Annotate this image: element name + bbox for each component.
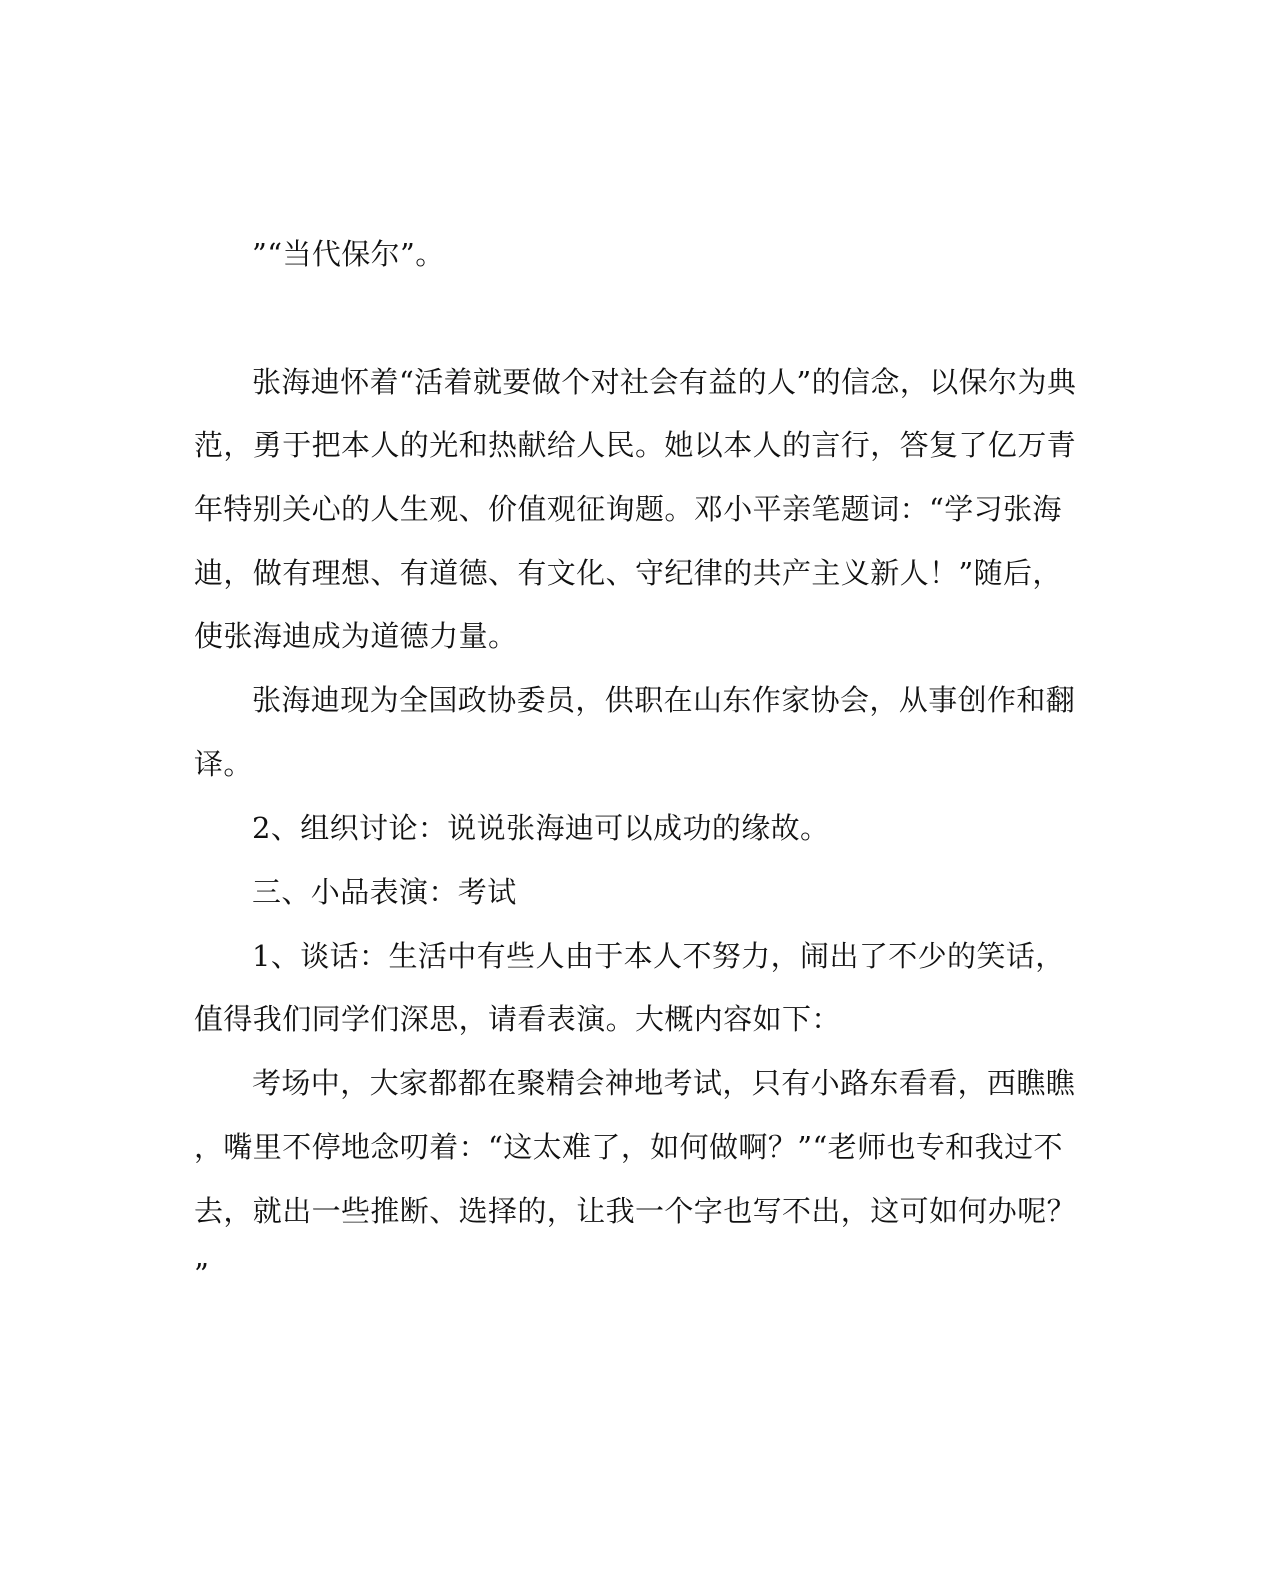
text-line: 1、谈话：生活中有些人由于本人不努力，闹出了不少的笑话， bbox=[252, 939, 1065, 973]
text-line: ” bbox=[194, 1257, 210, 1291]
text-line: 去，就出一些推断、选择的，让我一个字也写不出，这可如何办呢？ bbox=[194, 1194, 1077, 1228]
text-line: 译。 bbox=[194, 747, 253, 781]
text-line: ”“当代保尔”。 bbox=[252, 237, 445, 271]
text-line: 2、组织讨论：说说张海迪可以成功的缘故。 bbox=[252, 811, 830, 845]
text-line: 张海迪现为全国政协委员，供职在山东作家协会，从事创作和翻 bbox=[252, 683, 1076, 717]
text-line: 迪，做有理想、有道德、有文化、守纪律的共产主义新人！”随后， bbox=[194, 556, 1062, 590]
text-line: 三、小品表演：考试 bbox=[252, 875, 517, 909]
text-line: 值得我们同学们深思，请看表演。大概内容如下： bbox=[194, 1002, 841, 1036]
text-line: 张海迪怀着“活着就要做个对社会有益的人”的信念，以保尔为典 bbox=[252, 365, 1077, 399]
text-line: 年特别关心的人生观、价值观征询题。邓小平亲笔题词：“学习张海 bbox=[194, 492, 1062, 526]
text-line: 范，勇于把本人的光和热献给人民。她以本人的言行，答复了亿万青 bbox=[194, 428, 1077, 462]
text-line: 考场中，大家都都在聚精会神地考试，只有小路东看看，西瞧瞧 bbox=[252, 1066, 1076, 1100]
text-line: 使张海迪成为道德力量。 bbox=[194, 619, 518, 653]
text-line: ，嘴里不停地念叨着：“这太难了，如何做啊？”“老师也专和我过不 bbox=[194, 1130, 1063, 1164]
